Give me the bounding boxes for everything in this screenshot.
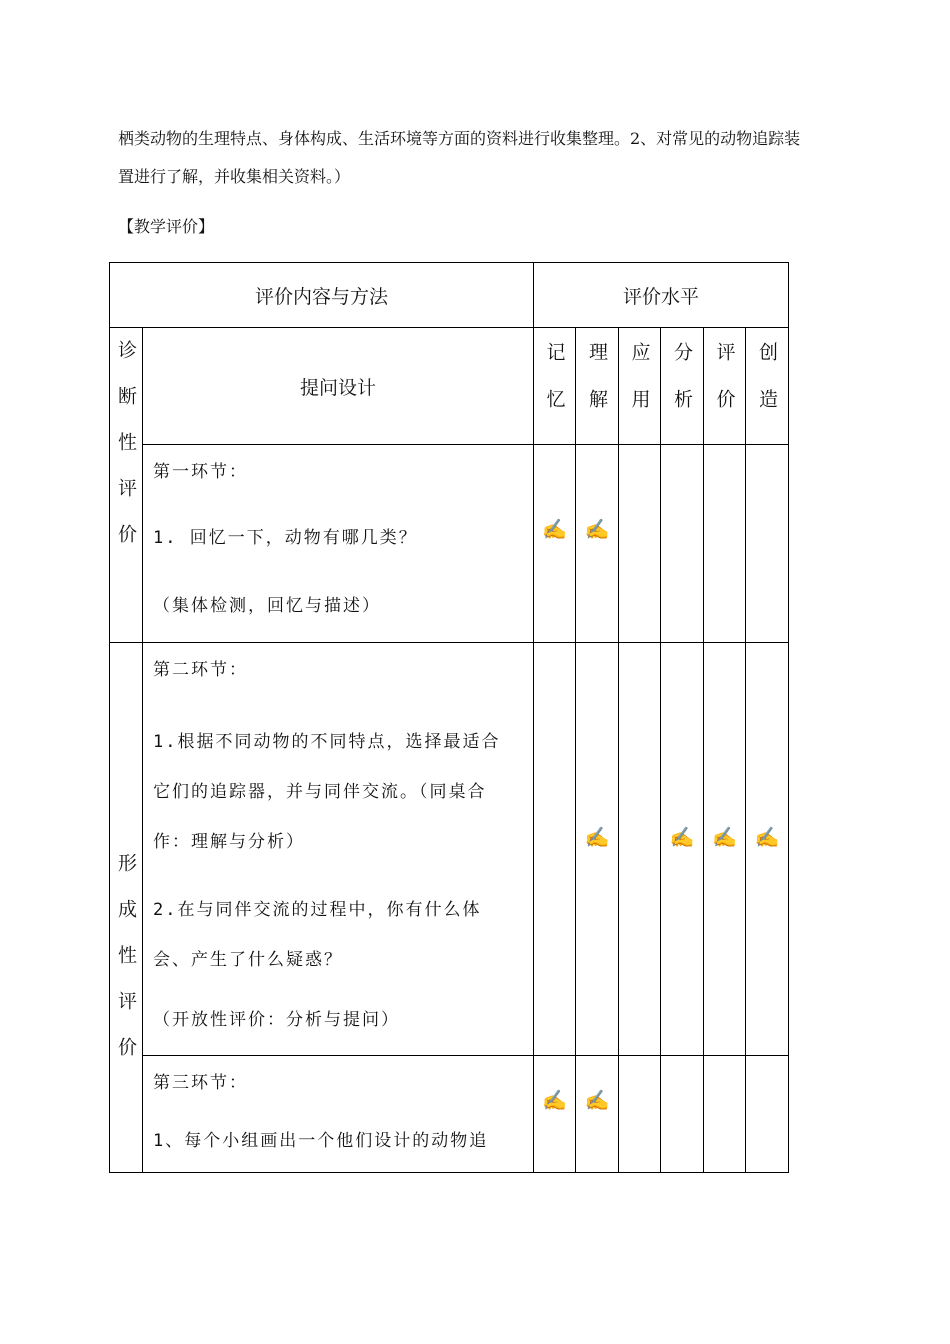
writing-hand-icon: ✍ [584,825,610,849]
stage2-mark-cell [704,643,746,1056]
intro-line-1: 栖类动物的生理特点、身体构成、生活环境等方面的资料进行收集整理。2、对常见的动物追踪装 [118,129,801,148]
stage1-question-1: 1. 回忆一下，动物有哪几类？ [153,528,418,548]
stage1-mark-cell [661,445,704,643]
stage2-question-1-line-3: 作：理解与分析） [153,832,305,852]
stage3-row [110,1056,789,1173]
writing-hand-icon: ✍ [584,1088,610,1112]
stage3-questions [143,1056,534,1173]
level-label: 理解 [586,342,608,436]
stage1-mark-cell [619,445,661,643]
stage1-questions [143,445,534,643]
stage1-mark-cell [534,445,576,643]
intro-line-2: 置进行了解，并收集相关资料。） [118,167,351,186]
header-row [110,263,789,328]
writing-hand-icon: ✍ [669,825,695,849]
level-understand [576,328,619,445]
level-label: 评价 [713,342,736,436]
section-title: 【教学评价】 [118,217,215,236]
stage3-mark-cell [534,1056,576,1173]
stage1-row [110,445,789,643]
stage1-title: 第一环节： [153,462,248,482]
level-apply [619,328,661,445]
level-label: 记忆 [543,342,566,436]
stage2-mark-cell [746,643,789,1056]
writing-hand-icon: ✍ [754,825,780,849]
stage3-mark-cell [704,1056,746,1173]
stage2-question-2-line-1: 2.在与同伴交流的过程中，你有什么体 [153,900,482,920]
level-label: 创造 [756,342,778,436]
stage1-note: （集体检测，回忆与描述） [153,596,381,616]
stage2-mark-cell [534,643,576,1056]
stage3-mark-cell [619,1056,661,1173]
level-label: 分析 [671,342,693,436]
level-analyze [661,328,704,445]
stage1-mark-cell [746,445,789,643]
writing-hand-icon: ✍ [712,825,737,849]
level-memory [534,328,576,445]
stage3-mark-cell [661,1056,704,1173]
stage2-mark-cell [576,643,619,1056]
question-design-header: 提问设计 [143,328,534,445]
diagnostic-cell [110,328,143,643]
writing-hand-icon: ✍ [542,517,567,541]
formative-label: 形成性评价 [115,852,137,1083]
evaluation-table [109,262,789,1173]
stage2-question-2-line-2: 会、产生了什么疑惑？ [153,950,343,970]
formative-cell [110,643,143,1173]
stage2-question-1-line-1: 1.根据不同动物的不同特点，选择最适合 [153,732,501,752]
stage3-title: 第三环节： [153,1073,248,1093]
header-content-method: 评价内容与方法 [110,263,534,328]
level-label: 应用 [628,342,651,436]
writing-hand-icon: ✍ [584,517,610,541]
stage2-note: （开放性评价：分析与提问） [153,1010,400,1030]
stage3-mark-cell [576,1056,619,1173]
stage2-row [110,643,789,1056]
level-create [746,328,789,445]
header-level: 评价水平 [534,263,789,328]
diagnostic-label: 诊断性评价 [115,340,137,570]
stage2-mark-cell [661,643,704,1056]
stage1-mark-cell [576,445,619,643]
writing-hand-icon: ✍ [542,1088,567,1112]
stage1-mark-cell [704,445,746,643]
stage2-questions [143,643,534,1056]
stage3-question-1-line-1: 1、每个小组画出一个他们设计的动物追 [153,1131,489,1151]
subheader-row [110,328,789,445]
stage2-question-1-line-2: 它们的追踪器，并与同伴交流。（同桌合 [153,782,487,802]
level-evaluate [704,328,746,445]
stage2-title: 第二环节： [153,660,248,680]
stage2-mark-cell [619,643,661,1056]
stage3-mark-cell [746,1056,789,1173]
